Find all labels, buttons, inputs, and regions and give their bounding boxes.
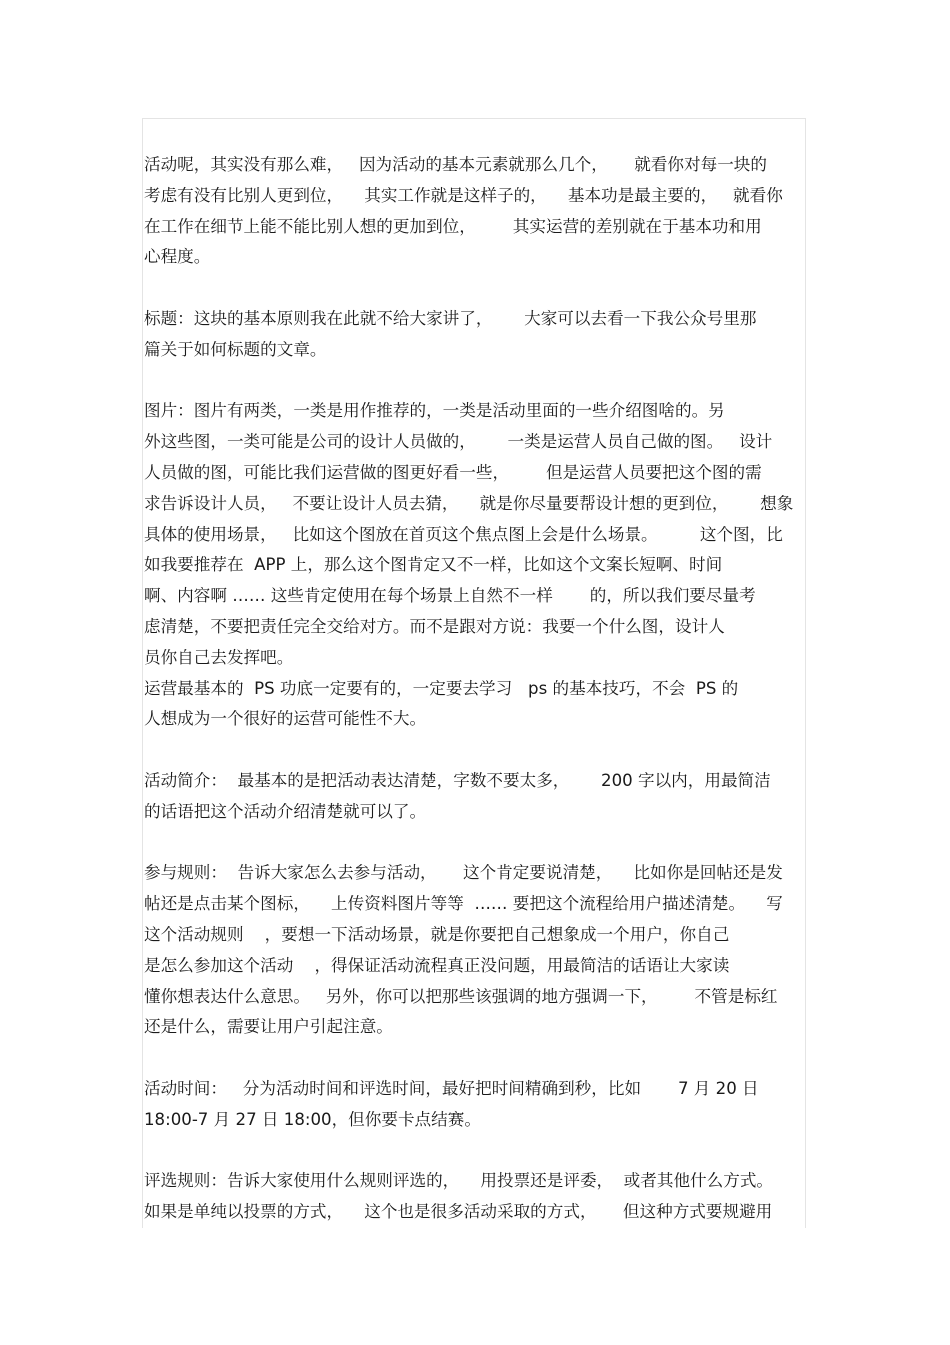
text-line: 18:00-7 月 27 日 18:00，但你要卡点结赛。 [144, 1109, 481, 1129]
text-line: 这个活动规则 ，要想一下活动场景，就是你要把自己想象成一个用户，你自己 [144, 924, 730, 944]
text-line: 还是什么，需要让用户引起注意。 [144, 1017, 393, 1037]
text-line: 啊、内容啊 …… 这些肯定使用在每个场景上自然不一样 的，所以我们要尽量考 [144, 586, 756, 606]
text-line: 帖还是点击某个图标， 上传资料图片等等 …… 要把这个流程给用户描述清楚。 写 [144, 894, 783, 914]
text-line: 标题：这块的基本原则我在此就不给大家讲了， 大家可以去看一下我公众号里那 [144, 308, 757, 328]
document-body [144, 150, 806, 1228]
text-line: 人员做的图，可能比我们运营做的图更好看一些， 但是运营人员要把这个图的需 [144, 462, 762, 482]
text-line: 评选规则：告诉大家使用什么规则评选的， 用投票还是评委， 或者其他什么方式。 [144, 1171, 774, 1191]
text-line: 心程度。 [144, 247, 211, 267]
paragraph-judging [144, 1166, 806, 1228]
paragraph-gap [144, 735, 806, 766]
text-line: 如果是单纯以投票的方式， 这个也是很多活动采取的方式， 但这种方式要规避用 [144, 1202, 773, 1222]
text-line: 懂你想表达什么意思。 另外，你可以把那些该强调的地方强调一下， 不管是标红 [144, 986, 778, 1006]
paragraph-title [144, 304, 806, 366]
paragraph-rules [144, 858, 806, 1043]
text-line: 的话语把这个活动介绍清楚就可以了。 [144, 801, 427, 821]
paragraph-image [144, 396, 806, 673]
text-line: 活动时间： 分为活动时间和评选时间，最好把时间精确到秒，比如 7 月 20 日 [144, 1078, 759, 1098]
text-line: 运营最基本的 PS 功底一定要有的，一定要去学习 ps 的基本技巧，不会 PS 的 [144, 678, 739, 698]
text-line: 如我要推荐在 APP 上，那么这个图肯定又不一样，比如这个文案长短啊、时间 [144, 555, 723, 575]
text-line: 活动呢，其实没有那么难， 因为活动的基本元素就那么几个， 就看你对每一块的 [144, 155, 767, 174]
paragraph-gap [144, 1043, 806, 1074]
text-line: 在工作在细节上能不能比别人想的更加到位， 其实运营的差别就在于基本功和用 [144, 216, 762, 236]
paragraph-gap [144, 828, 806, 859]
paragraph-time [144, 1074, 806, 1136]
text-line: 员你自己去发挥吧。 [144, 647, 294, 667]
text-line: 求告诉设计人员， 不要让设计人员去猜， 就是你尽量要帮设计想的更到位， 想象 [144, 493, 794, 513]
text-line: 图片：图片有两类，一类是用作推荐的，一类是活动里面的一些介绍图啥的。另 [144, 401, 725, 421]
text-line: 是怎么参加这个活动 ，得保证活动流程真正没问题，用最简洁的话语让大家读 [144, 955, 730, 975]
text-line: 外这些图，一类可能是公司的设计人员做的， 一类是运营人员自己做的图。 设计 [144, 432, 773, 452]
text-line: 具体的使用场景， 比如这个图放在首页这个焦点图上会是什么场景。 这个图，比 [144, 524, 783, 544]
text-line: 人想成为一个很好的运营可能性不大。 [144, 709, 427, 729]
text-line: 篇关于如何标题的文章。 [144, 339, 327, 359]
paragraph-brief [144, 766, 806, 828]
paragraph-intro [144, 150, 806, 273]
text-line: 虑清楚，不要把责任完全交给对方。而不是跟对方说：我要一个什么图，设计人 [144, 616, 725, 636]
paragraph-gap [144, 366, 806, 397]
paragraph-gap [144, 1136, 806, 1167]
text-line: 考虑有没有比别人更到位， 其实工作就是这样子的， 基本功是最主要的， 就看你 [144, 185, 783, 205]
paragraph-gap [144, 273, 806, 304]
paragraph-ps [144, 674, 806, 736]
text-line: 参与规则： 告诉大家怎么去参与活动， 这个肯定要说清楚， 比如你是回帖还是发 [144, 863, 783, 883]
text-line: 活动简介： 最基本的是把活动表达清楚，字数不要太多， 200 字以内，用最简洁 [144, 770, 771, 790]
